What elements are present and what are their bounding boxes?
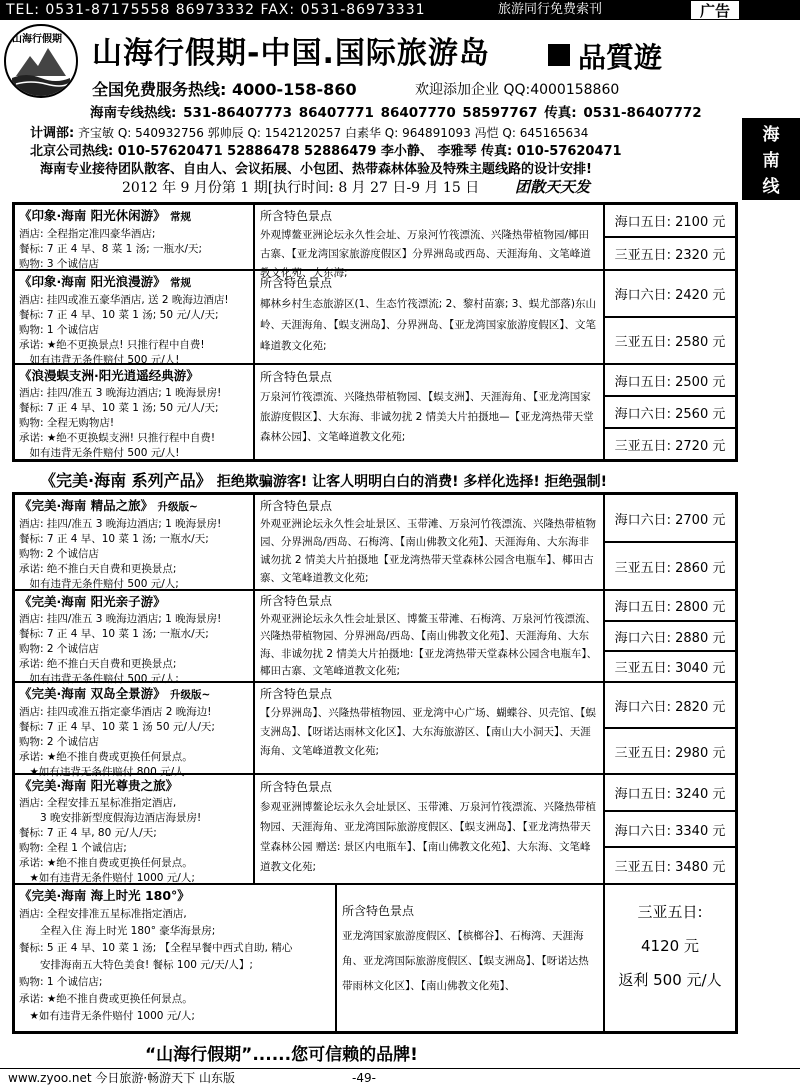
series-text: 拒绝欺骗游客! 让客人明明白白的消费! 多样化选择! 拒绝强制! bbox=[216, 474, 608, 490]
route-title: 《完美·海南 精品之旅》 bbox=[19, 498, 154, 513]
route-line: 承诺: 绝不推白天自费和更换景点; bbox=[19, 562, 177, 575]
route-line: ★如有违背无条件赔付 1000 元/人; bbox=[19, 871, 195, 884]
route-line: 承诺: ★绝不更换蜈支洲! 只推行程中自费! bbox=[19, 431, 216, 444]
service-slogan: 海南专业接待团队散客、自由人、会议拓展、小包团、热带森林体验及特殊主题线路的设计安排! bbox=[40, 162, 592, 177]
price-cell: 三亚五日: 2860 元 bbox=[604, 542, 736, 590]
route-tag: 升级版~ bbox=[157, 501, 198, 513]
route-cell bbox=[14, 774, 254, 884]
series-title: 《完美·海南 系列产品》 bbox=[40, 471, 212, 490]
spots-cell bbox=[254, 494, 604, 590]
price-cell: 三亚五日: 3480 元 bbox=[604, 847, 736, 884]
side-tab-char: 线 bbox=[762, 177, 780, 197]
contacts-row bbox=[30, 122, 588, 141]
price-cell: 海口六日: 2420 元 bbox=[604, 270, 736, 317]
spots-heading: 所含特色景点 bbox=[260, 499, 333, 513]
route-line: 承诺: ★绝不推自费或更换任何景点。 bbox=[19, 992, 193, 1005]
contacts-list: 齐宝敏 Q: 540932756 郭帅辰 Q: 1542120257 白素华 Q: 964891093 冯恺 Q: 645165634 bbox=[78, 126, 589, 140]
price-cell: 海口六日: 2880 元 bbox=[604, 621, 736, 651]
route-line: 酒店: 挂四/准五 3 晚海边酒店; 1 晚海景房! bbox=[19, 612, 222, 625]
spots-cell bbox=[254, 774, 604, 884]
route-line: 餐标: 7 正 4 早、10 菜 1 汤; 一瓶水/天; bbox=[19, 627, 209, 640]
spots-text: 外观博鳌亚洲论坛永久性会址、万泉河竹筏漂流、兴隆热带植物园/椰田古寨、【亚龙湾国家旅游度假区】分界洲岛或西岛、天涯海角、文笔峰道教文化苑、大东海; bbox=[260, 229, 591, 279]
logo-text: 山海行假期 bbox=[12, 34, 62, 45]
price-cell: 三亚五日: 2720 元 bbox=[604, 428, 736, 460]
route-title: 《完美·海南 阳光亲子游》 bbox=[19, 594, 166, 609]
route-line: 酒店: 挂四或准五指定豪华酒店 2 晚海边! bbox=[19, 705, 212, 718]
route-line: 酒店: 挂四或准五豪华酒店, 送 2 晚海边酒店! bbox=[19, 293, 229, 306]
route-cell bbox=[14, 590, 254, 685]
route-line: 餐标: 7 正 4 早、10 菜 1 汤; 50 元/人/天; bbox=[19, 308, 219, 321]
route-line: 餐标: 5 正 4 早、10 菜 1 汤; 【全程早餐中西式自助, 精心 bbox=[19, 941, 293, 954]
spots-heading: 所含特色景点 bbox=[342, 904, 415, 918]
footer-site: www.zyoo.net 今日旅游·畅游天下 山东版 bbox=[8, 1071, 235, 1085]
route-line: 购物: 2 个诚信店 bbox=[19, 547, 99, 560]
side-tab-char: 海 bbox=[762, 125, 780, 145]
route-tag: 常规 bbox=[169, 277, 191, 289]
spots-text: 外观亚洲论坛永久性会址景区、博鳌玉带滩、石梅湾、万泉河竹筏漂流、兴隆热带植物园、分界洲岛/西岛、【南山佛教文化苑】、天涯海角、大东海、非诚勿扰 2 情美大片拍摄地:【亚龙湾热带天堂森林公园含电瓶车】、椰田古寨、文笔峰道教文化苑; bbox=[260, 612, 598, 677]
price-cell: 海口五日: 2500 元 bbox=[604, 364, 736, 396]
footer-bar bbox=[0, 1068, 800, 1087]
last-rebate: 返利 500 元/人 bbox=[618, 971, 722, 989]
route-line: 购物: 3 个诚信店 bbox=[19, 257, 99, 270]
spots-heading: 所含特色景点 bbox=[260, 594, 333, 608]
price-cell: 海口五日: 2100 元 bbox=[604, 204, 736, 237]
side-tab-char: 南 bbox=[762, 151, 780, 171]
route-line: 全程入住 海上时光 180° 豪华海景房; bbox=[19, 924, 216, 937]
route-line: 购物: 全程无购物店! bbox=[19, 416, 115, 429]
brand-name: 品質遊 bbox=[578, 41, 663, 74]
spots-text: 参观亚洲博鳌论坛永久会址景区、玉带滩、万泉河竹筏漂流、兴隆热带植物园、天涯海角、亚龙湾国际旅游度假区、【蜈支洲岛】、【亚龙湾热带天堂森林公园 赠送: 景区内电瓶车】、【南山佛教文化苑】、大东海、文笔峰道教文化苑; bbox=[260, 801, 596, 873]
route-line: 承诺: ★绝不推自费或更换任何景点。 bbox=[19, 750, 193, 763]
spots-heading: 所含特色景点 bbox=[260, 780, 333, 794]
route-cell bbox=[14, 204, 254, 270]
route-line: 酒店: 挂四/准五 3 晚海边酒店; 1 晚海景房! bbox=[19, 386, 222, 399]
tel-fax: TEL: 0531-87175558 86973332 FAX: 0531-86973331 bbox=[6, 2, 426, 18]
hotline: 全国免费服务热线: 4000-158-860 bbox=[92, 80, 357, 99]
route-line: 购物: 1 个诚信店; bbox=[19, 975, 103, 988]
welcome-qq: 欢迎添加企业 QQ:4000158860 bbox=[415, 82, 620, 98]
route-line: 3 晚安排新型度假海边酒店海景房! bbox=[19, 811, 202, 824]
price-cell: 海口五日: 3240 元 bbox=[604, 774, 736, 811]
route-title: 《完美·海南 双岛全景游》 bbox=[19, 686, 166, 701]
spots-text: 外观亚洲论坛永久性会址景区、玉带滩、万泉河竹筏漂流、兴隆热带植物园、分界洲岛/西岛、石梅湾、【南山佛教文化苑】、天涯海角、大东海非诚勿扰 2 情美大片拍摄地【亚龙湾热带天堂森林公园含电瓶车】、椰田古寨、文笔峰道教文化苑; bbox=[260, 518, 596, 584]
page-number: -49- bbox=[352, 1071, 376, 1085]
route-tag: 升级版~ bbox=[169, 689, 211, 701]
last-price-cell bbox=[604, 884, 736, 1032]
price-cell: 海口六日: 2700 元 bbox=[604, 494, 736, 542]
spots-cell bbox=[254, 590, 604, 682]
brand-square-icon bbox=[548, 44, 570, 66]
route-cell bbox=[14, 364, 254, 460]
daily-departure-tag: 团散天天发 bbox=[515, 178, 591, 196]
spots-text: 椰林乡村生态旅游区(1、生态竹筏漂流; 2、黎村苗寨; 3、蜈尤部落)东山岭、天涯海角、【蜈支洲岛】、分界洲岛、【亚龙湾国家旅游度假区】、文笔峰道教文化苑; bbox=[260, 298, 596, 352]
route-tag: 常规 bbox=[169, 211, 191, 223]
hainan-hotline: 海南专线热线: 531-86407773 86407771 86407770 58597767 传真: 0531-86407772 bbox=[90, 105, 702, 121]
route-line: 如有违背无条件赔付 500 元/人! bbox=[19, 446, 180, 459]
section1-table bbox=[12, 202, 738, 462]
route-line: 餐标: 7 正 4 早、8 菜 1 汤; 一瓶水/天; bbox=[19, 242, 203, 255]
spots-cell bbox=[254, 204, 604, 279]
price-cell: 三亚五日: 3040 元 bbox=[604, 651, 736, 682]
route-title: 《印象·海南 阳光休闲游》 bbox=[19, 208, 166, 223]
spots-cell bbox=[254, 270, 604, 364]
issue-period: 2012 年 9 月份第 1 期[执行时间: 8 月 27 日-9 月 15 日 bbox=[122, 180, 480, 196]
route-line: 承诺: ★绝不更换景点! 只推行程中自费! bbox=[19, 338, 205, 351]
route-title: 《浪漫蜈支洲·阳光逍遥经典游》 bbox=[19, 368, 199, 383]
route-title: 《完美·海南 阳光尊贵之旅》 bbox=[19, 778, 179, 793]
spots-heading: 所含特色景点 bbox=[260, 276, 333, 290]
route-line: 酒店: 全程指定准四豪华酒店; bbox=[19, 227, 156, 240]
route-line: 餐标: 7 正 4 早, 80 元/人/天; bbox=[19, 826, 157, 839]
top-bar bbox=[0, 0, 800, 20]
route-cell bbox=[14, 494, 254, 590]
route-line: 安排海南五大特色美食! 餐标 100 元/天/人】; bbox=[19, 958, 253, 971]
route-line: 承诺: 绝不推白天自费和更换景点; bbox=[19, 657, 177, 670]
spots-heading: 所含特色景点 bbox=[260, 370, 333, 384]
spots-text: 【分界洲岛】、兴隆热带植物园、亚龙湾中心广场、蝴蝶谷、贝壳馆、【蜈支洲岛】、【呀诺达雨林文化区】、大东海旅游区、【南山大小洞天】、天涯海角、文笔峰道教文化苑; bbox=[260, 707, 596, 757]
route-line: 酒店: 挂四/准五 3 晚海边酒店; 1 晚海景房! bbox=[19, 517, 222, 530]
route-cell bbox=[14, 682, 254, 778]
logo bbox=[4, 24, 78, 98]
spots-cell bbox=[336, 884, 604, 1032]
price-cell: 海口五日: 2800 元 bbox=[604, 590, 736, 621]
spots-text: 万泉河竹筏漂流、兴隆热带植物园、【蜈支洲】、天涯海角、【亚龙湾国家旅游度假区】、大东海、非诚勿扰 2 情美大片拍摄地—【亚龙湾热带天堂森林公园】、文笔峰道教文化苑; bbox=[260, 391, 594, 443]
footer-slogan: “山海行假期”......您可信赖的品牌! bbox=[145, 1045, 418, 1065]
ad-badge: 广告 bbox=[690, 0, 740, 20]
route-line: 酒店: 全程安排准五星标准指定酒店, bbox=[19, 907, 187, 920]
page-title: 山海行假期-中国.国际旅游岛 bbox=[92, 36, 490, 71]
route-line: 酒店: 全程安排五星标准指定酒店, bbox=[19, 796, 177, 809]
route-line: 餐标: 7 正 4 早、10 菜 1 汤; 一瓶水/天; bbox=[19, 532, 209, 545]
price-cell: 海口六日: 3340 元 bbox=[604, 811, 736, 847]
route-line: 如有违背无条件赔付 500 元/人! bbox=[19, 353, 180, 366]
price-cell: 三亚五日: 2580 元 bbox=[604, 317, 736, 364]
route-title: 《完美·海南 海上时光 180°》 bbox=[19, 888, 190, 903]
route-cell bbox=[14, 270, 254, 364]
route-line: 餐标: 7 正 4 早、10 菜 1 汤; 50 元/人/天; bbox=[19, 401, 219, 414]
spots-cell bbox=[254, 682, 604, 774]
route-line: 餐标: 7 正 4 早、10 菜 1 汤 50 元/人/天; bbox=[19, 720, 215, 733]
series-banner bbox=[40, 468, 607, 491]
spots-heading: 所含特色景点 bbox=[260, 209, 333, 223]
magazine-label: 旅游同行免费索刊 bbox=[498, 2, 603, 17]
route-line: ★如有违背无条件赔付 1000 元/人; bbox=[19, 1009, 195, 1022]
route-cell bbox=[14, 884, 336, 1032]
price-cell: 海口六日: 2560 元 bbox=[604, 396, 736, 428]
price-cell: 三亚五日: 2320 元 bbox=[604, 237, 736, 270]
route-line: 购物: 全程 1 个诚信店; bbox=[19, 841, 127, 854]
last-price: 4120 元 bbox=[641, 937, 699, 955]
route-line: 如有违背无条件赔付 500 元/人; bbox=[19, 672, 179, 685]
side-tab-hainan bbox=[742, 118, 800, 200]
route-line: 购物: 1 个诚信店 bbox=[19, 323, 99, 336]
route-line: 购物: 2 个诚信店 bbox=[19, 735, 99, 748]
route-title: 《印象·海南 阳光浪漫游》 bbox=[19, 274, 166, 289]
last-price-title: 三亚五日: bbox=[637, 903, 703, 921]
price-cell: 海口六日: 2820 元 bbox=[604, 682, 736, 728]
contacts-label: 计调部: bbox=[30, 126, 75, 141]
section2-table bbox=[12, 492, 738, 1034]
route-line: ★如有违背无条件赔付 800 元/人 bbox=[19, 765, 185, 778]
spots-heading: 所含特色景点 bbox=[260, 687, 333, 701]
beijing-line: 北京公司热线: 010-57620471 52886478 52886479 李小静、 李雅琴 传真: 010-57620471 bbox=[30, 144, 622, 159]
spots-cell bbox=[254, 364, 604, 460]
route-line: 承诺: ★绝不推自费或更换任何景点。 bbox=[19, 856, 193, 869]
route-line: 购物: 2 个诚信店 bbox=[19, 642, 99, 655]
route-line: 如有违背无条件赔付 500 元/人; bbox=[19, 577, 179, 590]
price-cell: 三亚五日: 2980 元 bbox=[604, 728, 736, 774]
spots-text: 亚龙湾国家旅游度假区、【槟榔谷】、石梅湾、天涯海角、亚龙湾国际旅游度假区、【蜈支洲岛】、【呀诺达热带雨林文化区】、【南山佛教文化苑】、 bbox=[342, 930, 589, 992]
